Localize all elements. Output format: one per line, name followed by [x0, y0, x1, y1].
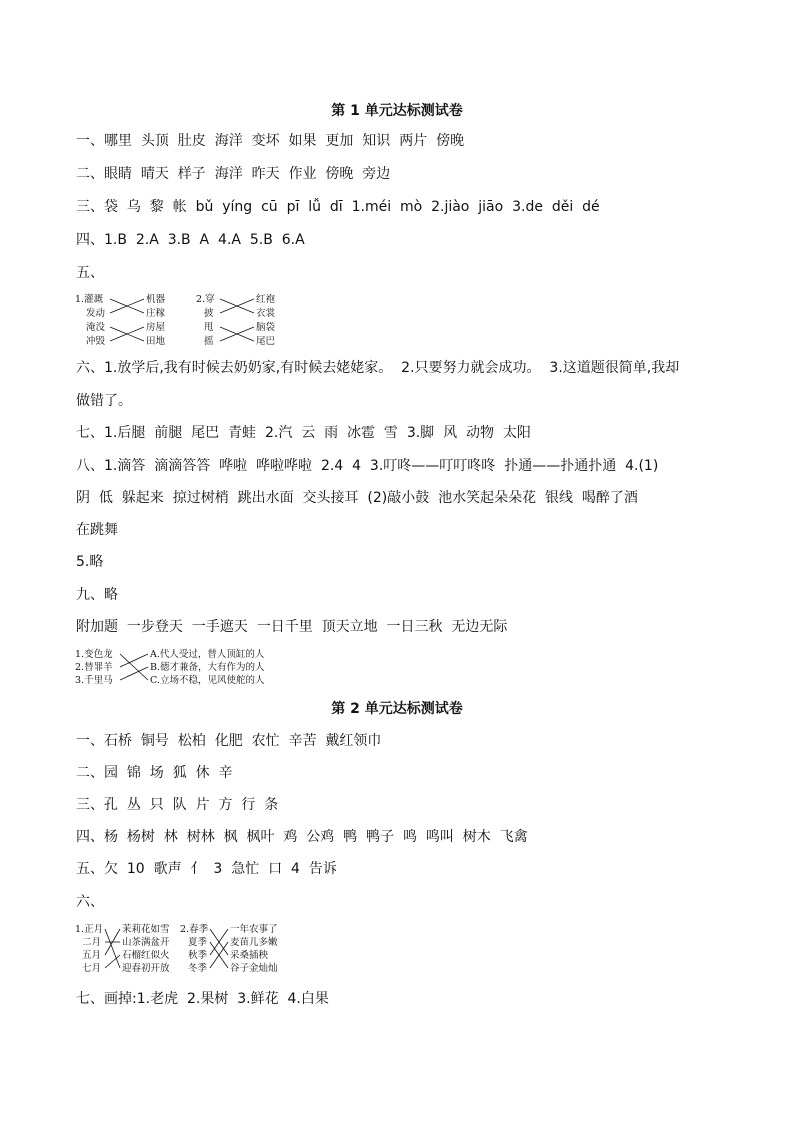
match-right: 尾巴 — [256, 336, 276, 347]
match-left: 发动 — [86, 308, 106, 319]
unit2-q2: 二、园 锦 场 狐 休 辛 — [76, 765, 233, 781]
unit2-q5: 五、欠 10 歌声 亻 3 急忙 口 4 告诉 — [76, 861, 337, 877]
unit1-q2: 二、眼睛 晴天 样子 海洋 昨天 作业 傍晚 旁边 — [76, 166, 391, 182]
match-right: 山茶满盆开 — [122, 937, 170, 948]
match-left: 2.春季 — [180, 924, 209, 935]
match-right: 采桑插秧 — [230, 950, 269, 961]
unit2-q6-matching — [70, 920, 310, 980]
unit1-q5-matching — [70, 290, 300, 350]
match-left: 淹没 — [86, 322, 106, 333]
match-left: 披 — [204, 308, 214, 319]
match-left: 夏季 — [188, 937, 208, 948]
unit1-q8: 八、1.滴答 滴滴答答 哗啦 哗啦哗啦 2.4 4 3.叮咚——叮叮咚咚 扑通——扑通扑通 4.(1) — [76, 458, 659, 474]
unit1-bonus: 附加题 一步登天 一手遮天 一日千里 顶天立地 一日三秋 无边无际 — [76, 619, 508, 635]
unit1-q4: 四、1.B 2.A 3.B A 4.A 5.B 6.A — [76, 232, 305, 248]
match-right: B.德才兼备，大有作为的人 — [150, 662, 265, 673]
unit1-q5: 五、 — [76, 265, 104, 281]
match-right: 脑袋 — [256, 322, 276, 333]
match-right: 茉莉花如雪 — [122, 924, 170, 935]
match-right: 衣裳 — [256, 308, 276, 319]
match-left: 2.替罪羊 — [75, 662, 113, 673]
match-right: 房屋 — [146, 322, 166, 333]
match-left: 1.正月 — [75, 924, 104, 935]
match-right: 庄稼 — [146, 308, 166, 319]
unit1-q6-cont: 做错了。 — [76, 393, 132, 409]
match-left: 3.千里马 — [75, 675, 113, 686]
match-left: 1.变色龙 — [75, 649, 113, 660]
match-right: 红袍 — [256, 294, 276, 305]
unit1-q3: 三、袋 乌 黎 帐 bǔ yíng cū pī lǚ dī 1.méi mò 2.jiào jiāo 3.de děi dé — [76, 199, 600, 215]
match-right: 迎春初开放 — [122, 963, 170, 974]
unit1-q1: 一、哪里 头顶 肚皮 海洋 变坏 如果 更加 知识 两片 傍晚 — [76, 133, 465, 149]
match-right: 机器 — [146, 294, 166, 305]
unit1-q9: 九、略 — [76, 587, 118, 603]
unit1-q8-cont2: 在跳舞 — [76, 522, 118, 538]
unit1-q7: 七、1.后腿 前腿 尾巴 青蛙 2.汽 云 雨 冰雹 雪 3.脚 风 动物 太阳 — [76, 425, 531, 441]
match-left: 二月 — [82, 937, 102, 948]
match-right: A.代人受过，替人顶缸的人 — [150, 649, 265, 660]
unit1-q8-5: 5.略 — [76, 554, 104, 570]
match-left: 五月 — [82, 950, 102, 961]
unit2-q4: 四、杨 杨树 林 树林 枫 枫叶 鸡 公鸡 鸭 鸭子 鸣 鸣叫 树木 飞禽 — [76, 829, 528, 845]
unit2-q6: 六、 — [76, 894, 104, 910]
match-left: 1.灌溉 — [75, 294, 104, 305]
unit1-q6: 六、1.放学后,我有时候去奶奶家,有时候去姥姥家。 2.只要努力就会成功。 3.这道题很简单,我却 — [76, 360, 680, 376]
match-left: 七月 — [82, 963, 102, 974]
match-right: C.立场不稳，见风使舵的人 — [150, 675, 265, 686]
match-left: 冬季 — [188, 963, 208, 974]
match-left: 秋季 — [188, 950, 208, 961]
match-left: 冲毁 — [86, 336, 106, 347]
match-right: 一年农事了 — [230, 924, 278, 935]
unit1-bonus-matching — [70, 645, 300, 690]
match-right: 石榴红似火 — [122, 950, 170, 961]
unit1-title: 第 1 单元达标测试卷 — [331, 103, 463, 119]
unit2-q1: 一、石桥 铜号 松柏 化肥 农忙 辛苦 戴红领巾 — [76, 733, 382, 749]
match-right: 麦苗儿多嫩 — [230, 937, 278, 948]
match-left: 2.穿 — [196, 294, 215, 305]
unit2-title: 第 2 单元达标测试卷 — [331, 701, 463, 717]
unit1-q8-cont: 阴 低 躲起来 掠过树梢 跳出水面 交头接耳 (2)敲小鼓 池水笑起朵朵花 银线 喝醉了酒 — [76, 490, 638, 506]
match-left: 甩 — [204, 322, 214, 333]
match-right: 谷子金灿灿 — [230, 963, 278, 974]
unit2-q3: 三、孔 丛 只 队 片 方 行 条 — [76, 797, 279, 813]
unit2-q7: 七、画掉:1.老虎 2.果树 3.鲜花 4.白果 — [76, 991, 329, 1007]
match-left: 摇 — [204, 336, 214, 347]
match-right: 田地 — [146, 336, 166, 347]
